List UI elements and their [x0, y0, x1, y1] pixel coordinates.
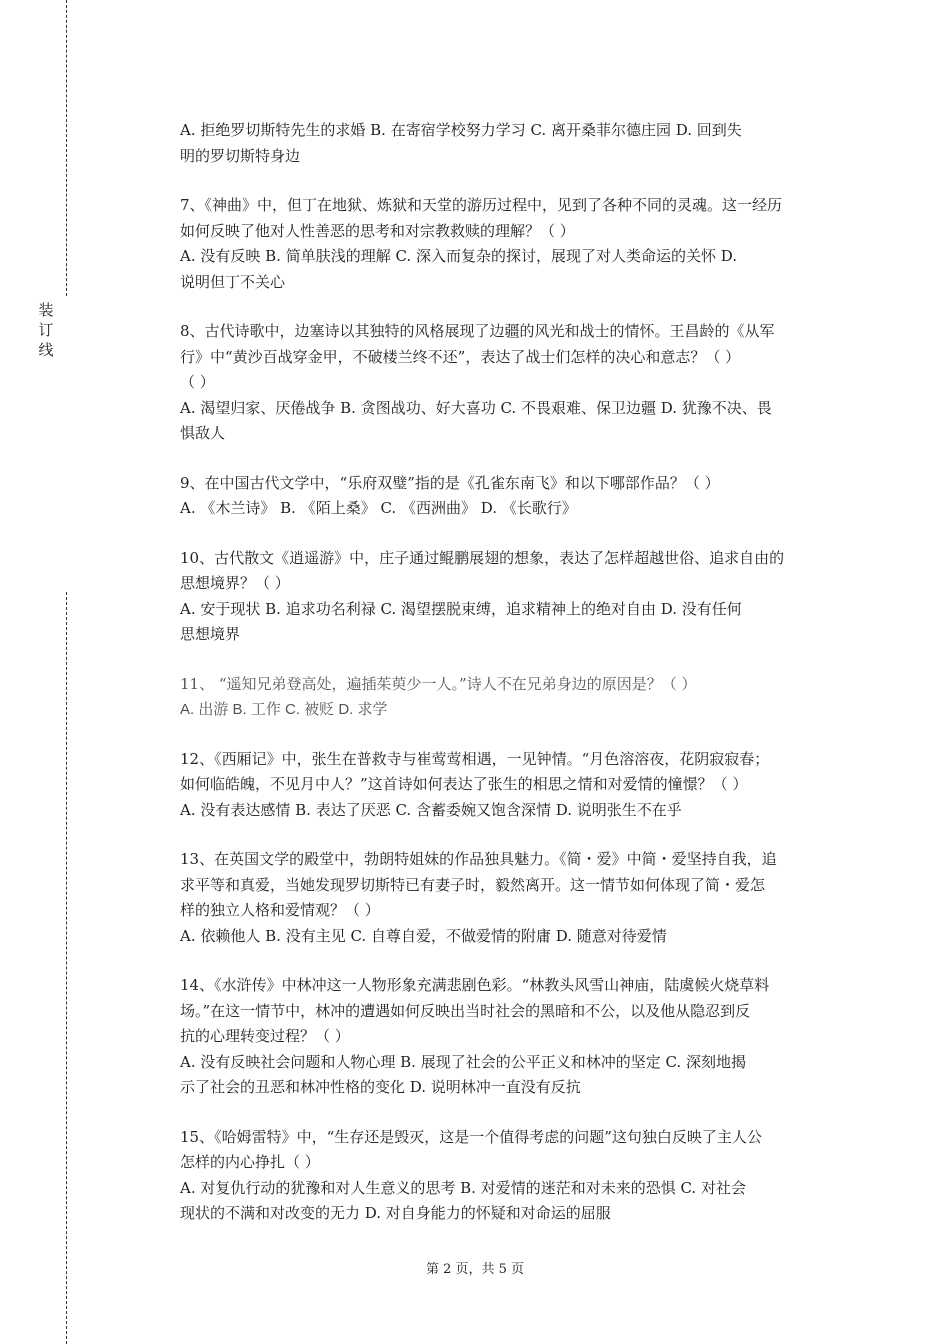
question-9: [180, 471, 842, 522]
binding-line-bottom: [66, 592, 67, 1344]
question-line: 示了社会的丑恶和林冲性格的变化 D. 说明林冲一直没有反抗: [180, 1078, 581, 1096]
question-line: 惧敌人: [180, 424, 226, 442]
question-line: 如何临皓魄，不见月中人？”这首诗如何表达了张生的相思之情和对爱情的憧憬？（ ）: [180, 775, 748, 793]
binding-label-char: 线: [38, 341, 54, 359]
question-line: A. 渴望归家、厌倦战争 B. 贪图战功、好大喜功 C. 不畏艰难、保卫边疆 D. 犹豫不决、畏: [180, 398, 772, 417]
question-line: 说明但丁不关心: [180, 272, 286, 291]
question-line: 13、在英国文学的殿堂中，勃朗特姐妹的作品独具魅力。《简・爱》中简・爱坚持自我，追: [180, 850, 777, 868]
binding-label: [36, 300, 56, 360]
question-line: 思想境界: [180, 625, 241, 643]
question-14: [180, 973, 842, 1101]
question-line: 样的独立人格和爱情观？（ ）: [180, 901, 380, 919]
question-list: [180, 118, 842, 1251]
page-number-footer: 第 2 页，共 5 页: [425, 1262, 525, 1277]
question-line: A. 安于现状 B. 追求功名利禄 C. 渴望摆脱束缚，追求精神上的绝对自由 D. 没有任何: [180, 599, 742, 618]
binding-label-char: 装: [38, 301, 54, 319]
question-line: 怎样的内心挣扎（ ）: [180, 1153, 320, 1171]
question-7: [180, 193, 842, 295]
question-line: 场。”在这一情节中，林冲的遭遇如何反映出当时社会的黑暗和不公，以及他从隐忍到反: [180, 1001, 751, 1020]
question-line: 9、在中国古代文学中，“乐府双璧”指的是《孔雀东南飞》和以下哪部作品？（ ）: [180, 473, 720, 492]
question-line: 抗的心理转变过程？（ ）: [180, 1027, 350, 1045]
question-line: 11、 “遥知兄弟登高处，遍插茱萸少一人。”诗人不在兄弟身边的原因是？（ ）: [180, 674, 697, 693]
question-line: 15、《哈姆雷特》中，“生存还是毁灭，这是一个值得考虑的问题”这句独白反映了主人公: [180, 1127, 762, 1146]
question-11: [180, 672, 842, 723]
question-8: [180, 319, 842, 447]
question-line: （ ）: [180, 373, 215, 391]
question-13: [180, 847, 842, 949]
question-line: 明的罗切斯特身边: [180, 146, 301, 165]
question-line: 10、古代散文《逍遥游》中，庄子通过鲲鹏展翅的想象，表达了怎样超越世俗、追求自由的: [180, 548, 785, 567]
question-12: [180, 747, 842, 824]
question-line: A. 出游 B. 工作 C. 被贬 D. 求学: [180, 701, 388, 718]
question-line: A. 没有反映 B. 简单肤浅的理解 C. 深入而复杂的探讨，展现了对人类命运的关怀 D.: [180, 247, 737, 265]
question-line: 14、《水浒传》中林冲这一人物形象充满悲剧色彩。“林教头风雪山神庙，陆虞候火烧草料: [180, 976, 770, 994]
question-line: A. 没有表达感情 B. 表达了厌恶 C. 含蓄委婉又饱含深情 D. 说明张生不在乎: [180, 800, 682, 819]
question-line: 如何反映了他对人性善恶的思考和对宗教救赎的理解？（ ）: [180, 221, 575, 240]
question-line: A. 拒绝罗切斯特先生的求婚 B. 在寄宿学校努力学习 C. 离开桑菲尔德庄园 D. 回到失: [180, 121, 742, 139]
question-15: [180, 1125, 842, 1227]
question-line: 思想境界？（ ）: [180, 574, 290, 592]
question-line: A. 《木兰诗》 B. 《陌上桑》 C. 《西洲曲》 D. 《长歌行》: [180, 499, 577, 517]
question-10: [180, 546, 842, 648]
question-line: 行》中“黄沙百战穿金甲，不破楼兰终不还”，表达了战士们怎样的决心和意志？（ ）: [180, 347, 741, 366]
question-line: A. 没有反映社会问题和人物心理 B. 展现了社会的公平正义和林冲的坚定 C. 深刻地揭: [180, 1052, 746, 1071]
question-line: 8、古代诗歌中，边塞诗以其独特的风格展现了边疆的风光和战士的情怀。王昌龄的《从军: [180, 322, 775, 340]
question-6-options: [180, 118, 842, 169]
question-line: 12、《西厢记》中，张生在普救寺与崔莺莺相遇，一见钟情。“月色溶溶夜，花阴寂寂春；: [180, 749, 770, 768]
question-line: 7、《神曲》中，但丁在地狱、炼狱和天堂的游历过程中，见到了各种不同的灵魂。这一经历: [180, 196, 783, 214]
binding-label-char: 订: [38, 321, 54, 339]
question-line: A. 对复仇行动的犹豫和对人生意义的思考 B. 对爱情的迷茫和对未来的恐惧 C. 对社会: [180, 1178, 746, 1197]
question-line: 求平等和真爱，当她发现罗切斯特已有妻子时，毅然离开。这一情节如何体现了简・爱怎: [180, 875, 766, 894]
question-line: A. 依赖他人 B. 没有主见 C. 自尊自爱，不做爱情的附庸 D. 随意对待爱情: [180, 926, 667, 945]
binding-line-top: [66, 0, 67, 296]
question-line: 现状的不满和对改变的无力 D. 对自身能力的怀疑和对命运的屈服: [180, 1204, 611, 1222]
